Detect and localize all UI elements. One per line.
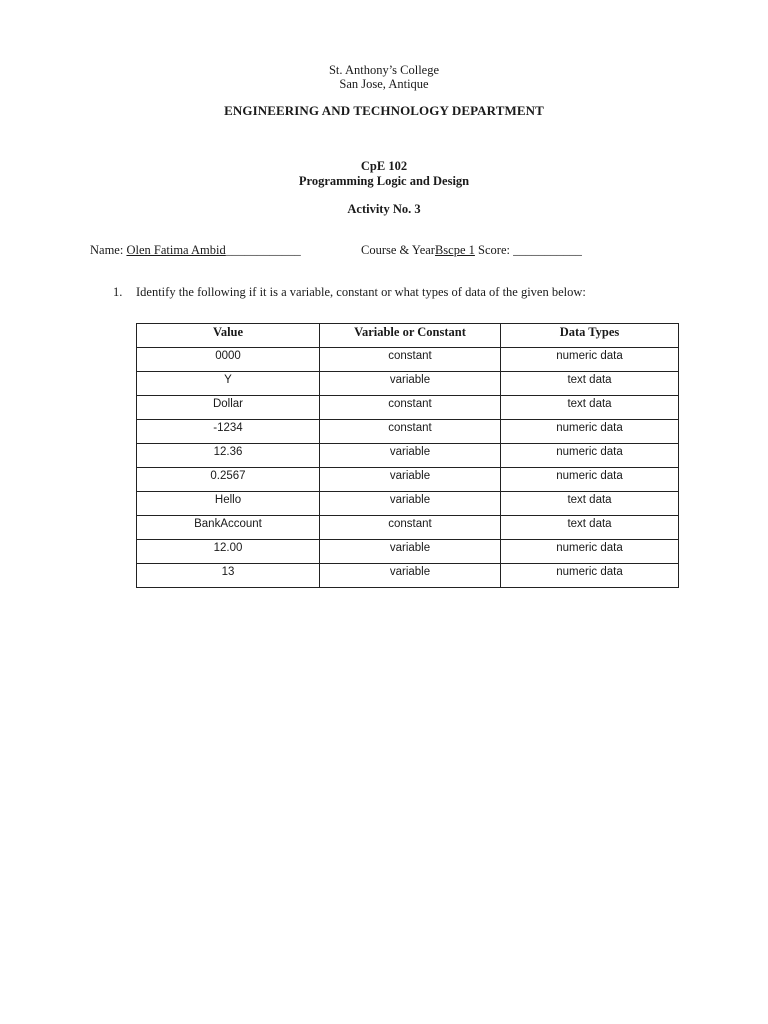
score-label: Score: bbox=[474, 243, 510, 257]
table-row bbox=[137, 348, 679, 372]
cell-type: numeric data bbox=[501, 444, 679, 468]
cell-type: text data bbox=[501, 396, 679, 420]
cell-value: Dollar bbox=[137, 396, 320, 420]
cell-kind: variable bbox=[320, 492, 501, 516]
cell-type: numeric data bbox=[501, 564, 679, 588]
course-label: Course & Year bbox=[361, 243, 435, 257]
cell-kind: variable bbox=[320, 468, 501, 492]
school-location: San Jose, Antique bbox=[339, 77, 429, 91]
course-value: Bscpe 1 bbox=[434, 243, 475, 257]
school-name: St. Anthony’s College bbox=[328, 63, 440, 77]
cell-kind: constant bbox=[320, 516, 501, 540]
cell-value: 12.36 bbox=[137, 444, 320, 468]
cell-kind: constant bbox=[320, 396, 501, 420]
cell-value: Y bbox=[137, 372, 320, 396]
cell-value: BankAccount bbox=[137, 516, 320, 540]
cell-value: 0.2567 bbox=[137, 468, 320, 492]
department-title: ENGINEERING AND TECHNOLOGY DEPARTMENT bbox=[224, 103, 544, 118]
table-row bbox=[137, 468, 679, 492]
course-code: CpE 102 bbox=[360, 159, 408, 173]
name-label: Name: bbox=[90, 243, 124, 257]
cell-value: -1234 bbox=[137, 420, 320, 444]
cell-value: 0000 bbox=[137, 348, 320, 372]
header-variable-or-constant: Variable or Constant bbox=[320, 324, 501, 348]
cell-type: numeric data bbox=[501, 540, 679, 564]
course-year-line bbox=[361, 243, 582, 258]
table-row bbox=[137, 420, 679, 444]
name-line bbox=[90, 243, 301, 258]
cell-type: numeric data bbox=[501, 468, 679, 492]
header-data-types: Data Types bbox=[501, 324, 679, 348]
name-value: Olen Fatima Ambid bbox=[126, 243, 226, 257]
table-row bbox=[137, 492, 679, 516]
question-number: 1. bbox=[113, 285, 123, 299]
cell-type: numeric data bbox=[501, 420, 679, 444]
cell-kind: variable bbox=[320, 444, 501, 468]
table-row bbox=[137, 516, 679, 540]
table-row bbox=[137, 564, 679, 588]
cell-value: Hello bbox=[137, 492, 320, 516]
name-blank: ____________ bbox=[225, 243, 301, 257]
activity-title: Activity No. 3 bbox=[347, 202, 421, 216]
answer-table bbox=[136, 323, 679, 588]
cell-kind: constant bbox=[320, 348, 501, 372]
score-blank: ___________ bbox=[509, 243, 582, 257]
cell-value: 13 bbox=[137, 564, 320, 588]
cell-kind: constant bbox=[320, 420, 501, 444]
cell-value: 12.00 bbox=[137, 540, 320, 564]
cell-type: text data bbox=[501, 516, 679, 540]
cell-kind: variable bbox=[320, 540, 501, 564]
course-title: Programming Logic and Design bbox=[298, 174, 470, 188]
question-text: Identify the following if it is a variable, constant or what types of data of the given below: bbox=[136, 285, 586, 299]
table-header-row bbox=[137, 324, 679, 348]
cell-type: numeric data bbox=[501, 348, 679, 372]
table-row bbox=[137, 540, 679, 564]
cell-kind: variable bbox=[320, 564, 501, 588]
cell-type: text data bbox=[501, 372, 679, 396]
table-row bbox=[137, 444, 679, 468]
table-row bbox=[137, 372, 679, 396]
cell-type: text data bbox=[501, 492, 679, 516]
table-row bbox=[137, 396, 679, 420]
cell-kind: variable bbox=[320, 372, 501, 396]
header-value: Value bbox=[137, 324, 320, 348]
